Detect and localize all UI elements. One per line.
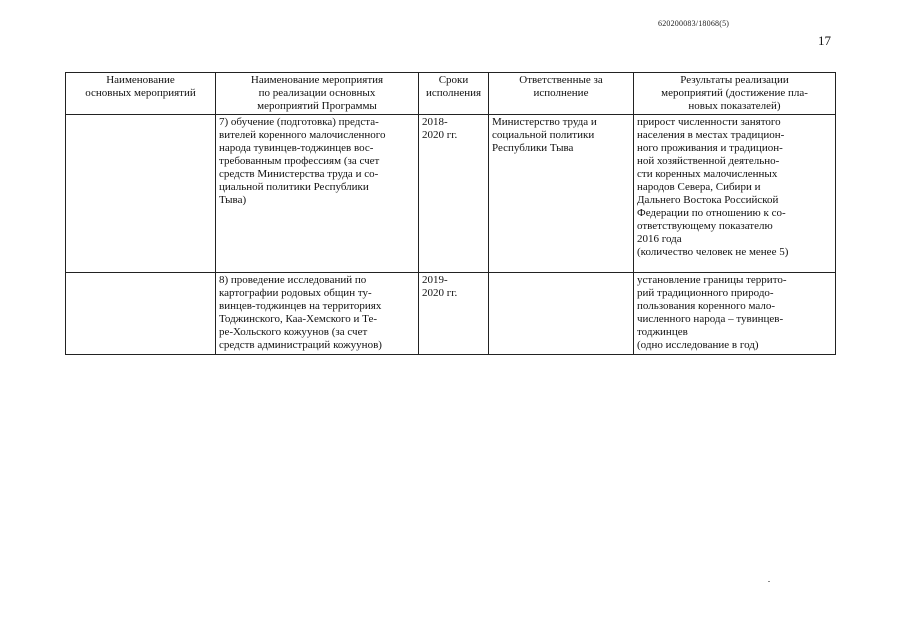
cell-activity: 8) проведение исследований по картографии родовых общин ту- винцев-тоджинцев на территориях Тоджинского, Каа-Хемского и Те- ре-Хольского кожуунов (за счет средств администраций кожуунов) bbox=[216, 273, 419, 355]
cell-main-activity bbox=[66, 115, 216, 273]
cell-results: установление границы террито- рий традиционного природо- пользования коренного мало- численного народа – тувинцев- тоджинцев (одно исследование в год) bbox=[634, 273, 836, 355]
cell-responsible bbox=[489, 273, 634, 355]
table-header bbox=[66, 73, 836, 115]
table-row bbox=[66, 273, 836, 355]
header-responsible: Ответственные за исполнение bbox=[489, 73, 634, 115]
cell-period: 2018- 2020 гг. bbox=[419, 115, 489, 273]
header-activity-name: Наименование мероприятия по реализации основных мероприятий Программы bbox=[216, 73, 419, 115]
header-period: Сроки исполнения bbox=[419, 73, 489, 115]
document-code: 620200083/18068(5) bbox=[658, 19, 730, 28]
cell-main-activity bbox=[66, 273, 216, 355]
cell-results: прирост численности занятого населения в местах традицион- ного проживания и традицион- ной хозяйственной деятельно- сти коренных малочисленных народов Севера, Сибири и Дальнего Востока Российской Федерации по отношению к со- ответствующему показателю 2016 года (количество человек не менее 5) bbox=[634, 115, 836, 273]
header-results: Результаты реализации мероприятий (достижение пла- новых показателей) bbox=[634, 73, 836, 115]
activities-table bbox=[65, 72, 836, 355]
scan-speck bbox=[768, 581, 770, 582]
table-header-row bbox=[66, 73, 836, 115]
cell-period: 2019- 2020 гг. bbox=[419, 273, 489, 355]
table-body bbox=[66, 115, 836, 355]
cell-responsible: Министерство труда и социальной политики Республики Тыва bbox=[489, 115, 634, 273]
cell-activity: 7) обучение (подготовка) предста- вителей коренного малочисленного народа тувинцев-тоджинцев вос- требованным профессиям (за счет средств Министерства труда и со- циальной политики Республики Тыва) bbox=[216, 115, 419, 273]
header-main-activities: Наименование основных мероприятий bbox=[66, 73, 216, 115]
table-row bbox=[66, 115, 836, 273]
page-number: 17 bbox=[818, 33, 831, 48]
